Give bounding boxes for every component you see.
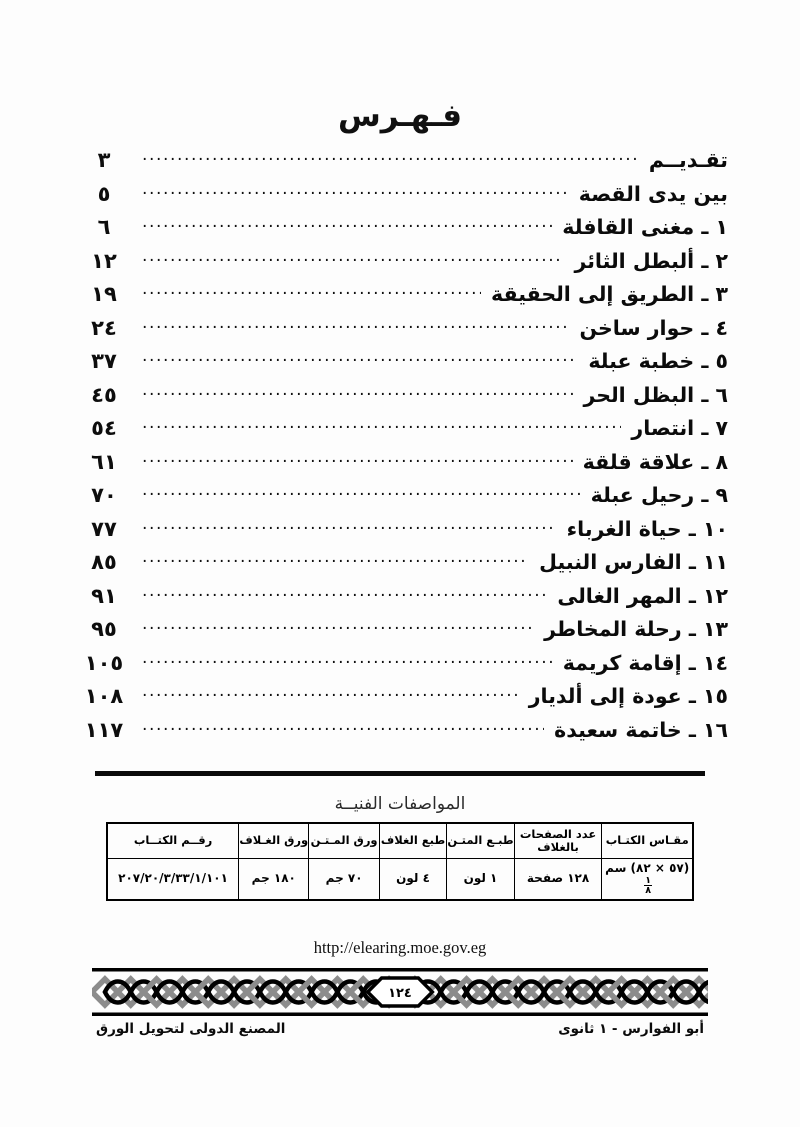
specs-column-header: رقــم الكتــاب: [107, 823, 239, 859]
footer-publisher: المصنع الدولى لتحويل الورق: [96, 1021, 286, 1037]
toc-entry-page-number: ٤٥: [91, 382, 117, 407]
fraction-denominator: ٨: [645, 885, 652, 897]
toc-dot-leader: [142, 252, 564, 268]
toc-entry[interactable]: [72, 215, 728, 249]
website-url[interactable]: http://elearing.moe.gov.eg: [313, 938, 487, 957]
table-row: [107, 859, 693, 901]
toc-entry-label: ١٤ ـ إقامة كريمة: [562, 650, 728, 675]
toc-dot-leader: [142, 520, 557, 536]
toc-entry[interactable]: [72, 148, 728, 182]
toc-entry[interactable]: [72, 718, 728, 752]
toc-dot-leader: [142, 319, 570, 335]
toc-dot-leader: [142, 687, 519, 703]
toc-entry-page-number: ٨٥: [91, 550, 117, 574]
toc-dot-leader: [142, 654, 553, 670]
toc-entry[interactable]: [72, 349, 728, 383]
toc-dot-leader: [142, 721, 544, 737]
toc-entry-page-number: ٧٧: [91, 516, 117, 541]
specs-column-header: ورق الغـلاف: [239, 823, 309, 859]
toc-entry-page-number: ٩١: [91, 583, 117, 608]
toc-entry-label: ٩ ـ رحيل عبلة: [590, 483, 728, 507]
size-fraction: [644, 876, 652, 896]
toc-entry-page-number: ٥٤: [91, 416, 117, 440]
toc-entry-label: بين يدى القصة: [578, 181, 728, 206]
specs-cell-value: ١ لون: [447, 859, 514, 901]
toc-entry[interactable]: [72, 684, 728, 718]
toc-dot-leader: [142, 453, 573, 469]
toc-dot-leader: [142, 185, 569, 201]
specs-cell-value: ١٨٠ جم: [239, 859, 309, 901]
toc-entry-label: ٣ ـ الطريق إلى الحقيقة: [491, 282, 728, 306]
toc-dot-leader: [142, 486, 581, 502]
toc-entry-page-number: ٦١: [91, 449, 117, 474]
table-of-contents: [72, 148, 728, 751]
toc-dot-leader: [142, 352, 578, 368]
horizontal-rule: [95, 771, 705, 776]
toc-entry[interactable]: [72, 584, 728, 618]
toc-entry[interactable]: [72, 617, 728, 651]
toc-dot-leader: [142, 285, 481, 301]
specs-column-header: مقـاس الكتـاب: [602, 823, 693, 859]
specs-heading: المواصفات الفنيــة: [334, 794, 466, 814]
fraction-numerator: ١: [645, 874, 652, 886]
toc-entry[interactable]: [72, 182, 728, 216]
footer-book-title: أبو الفوارس - ١ ثانوى: [558, 1021, 704, 1037]
specs-cell-value: ٧٠ جم: [309, 859, 379, 901]
specs-column-header: ورق المـتـن: [309, 823, 379, 859]
toc-entry[interactable]: [72, 550, 728, 584]
toc-entry-label: ١٠ ـ حياة الغرباء: [566, 516, 728, 541]
toc-entry-page-number: ٣: [97, 148, 111, 172]
specs-cell-value: ٢٠٧/٢٠/٣/٣٣/١/١٠١: [107, 859, 239, 901]
toc-entry-label: ١٦ ـ خاتمة سعيدة: [554, 717, 728, 742]
toc-entry[interactable]: [72, 651, 728, 685]
toc-entry-page-number: ٥: [97, 181, 111, 206]
page-number-badge: [368, 978, 433, 1006]
svg-text:١٢٤: ١٢٤: [388, 985, 412, 1002]
toc-entry-label: تقـديــم: [648, 148, 728, 172]
toc-entry-page-number: ١٢: [91, 248, 117, 273]
toc-entry-label: ٦ ـ البظل الحر: [583, 382, 728, 407]
toc-entry[interactable]: [72, 450, 728, 484]
toc-entry-label: ٨ ـ علاقة قلقة: [582, 449, 728, 474]
toc-dot-leader: [142, 386, 573, 402]
specs-cell-value: ١٢٨ صفحة: [514, 859, 602, 901]
specs-cell-value: [602, 859, 693, 901]
toc-dot-leader: [142, 587, 547, 603]
toc-entry[interactable]: [72, 416, 728, 450]
toc-entry-page-number: ٣٧: [91, 349, 117, 373]
toc-entry-page-number: ١٠٥: [84, 650, 124, 675]
toc-entry-page-number: ٩٥: [91, 617, 117, 641]
toc-entry-label: ١١ ـ الفارس النبيل: [539, 550, 728, 574]
toc-entry-page-number: ٦: [97, 215, 111, 239]
toc-entry[interactable]: [72, 517, 728, 551]
toc-entry[interactable]: [72, 249, 728, 283]
specs-column-header: طبع الغلاف: [379, 823, 446, 859]
toc-dot-leader: [142, 620, 534, 636]
toc-entry-label: ٥ ـ خطبة عبلة: [588, 349, 728, 373]
toc-entry[interactable]: [72, 483, 728, 517]
toc-entry-page-number: ٢٤: [91, 315, 117, 340]
toc-entry-page-number: ١٩: [91, 282, 117, 306]
size-dimensions-text: (٥٧ × ٨٢) سم: [605, 861, 690, 876]
decorative-braid-band: [92, 968, 708, 1016]
toc-entry-label: ١٣ ـ رحلة المخاطر: [544, 617, 728, 641]
toc-entry-label: ٢ ـ ألبطل الثائر: [574, 248, 728, 273]
toc-dot-leader: [142, 218, 552, 234]
toc-entry-page-number: ٧٠: [91, 483, 117, 507]
toc-entry-label: ١٢ ـ المهر الغالى: [557, 583, 728, 608]
specs-column-header: طبـع المتـن: [447, 823, 514, 859]
technical-specs-table: [106, 822, 694, 901]
toc-entry-label: ١ ـ مغنى القافلة: [562, 215, 728, 239]
toc-entry-label: ١٥ ـ عودة إلى ألديار: [528, 684, 728, 708]
toc-dot-leader: [142, 151, 639, 167]
toc-entry[interactable]: [72, 316, 728, 350]
table-header-row: [107, 823, 693, 859]
toc-dot-leader: [142, 553, 529, 569]
toc-dot-leader: [142, 419, 621, 435]
technical-specs-table-wrapper: [106, 822, 694, 901]
toc-entry-page-number: ١٠٨: [84, 684, 124, 708]
toc-entry-page-number: ١١٧: [84, 717, 124, 742]
toc-entry-label: ٧ ـ انتصار: [631, 416, 728, 440]
specs-column-header: عدد الصفحات بالغلاف: [514, 823, 602, 859]
specs-cell-value: ٤ لون: [379, 859, 446, 901]
toc-entry[interactable]: [72, 383, 728, 417]
page-title: فـهـرس: [337, 98, 462, 134]
toc-entry[interactable]: [72, 282, 728, 316]
toc-entry-label: ٤ ـ حوار ساخن: [579, 315, 728, 340]
